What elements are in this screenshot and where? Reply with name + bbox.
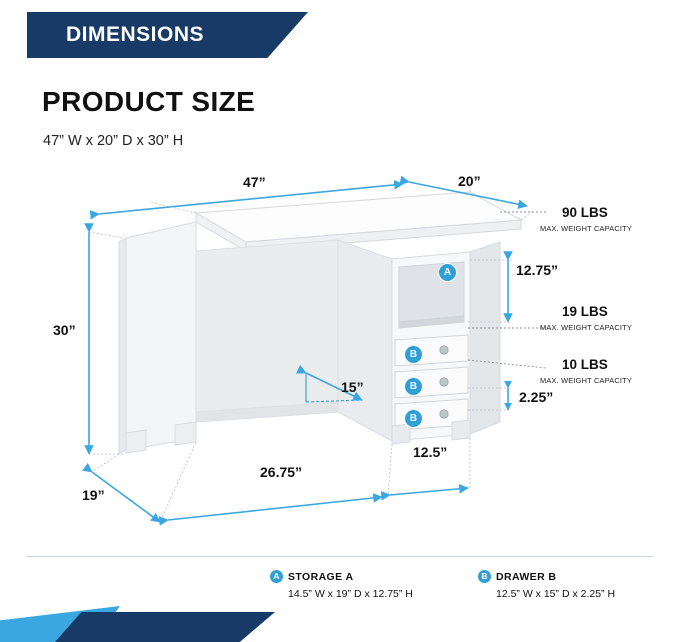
dim-shelf-height: 12.75” — [516, 262, 559, 278]
legend-item-storage — [270, 570, 353, 583]
dim-drawer-height: 2.25” — [519, 389, 554, 405]
capacity-desktop-note: MAX. WEIGHT CAPACITY — [540, 224, 633, 233]
dim-top-width: 47” — [243, 174, 266, 190]
banner-title: DIMENSIONS — [66, 23, 205, 46]
capacity-shelf-value: 19 LBS — [562, 304, 608, 319]
legend-title-b: DRAWER B — [496, 571, 557, 583]
page-subtitle: 47” W x 20” D x 30” H — [43, 133, 184, 149]
capacity-shelf-note: MAX. WEIGHT CAPACITY — [540, 323, 633, 332]
legend-item-drawer — [478, 570, 556, 583]
dim-top-depth: 20” — [458, 173, 481, 189]
header-banner — [18, 12, 308, 58]
legend-badge-a: A — [270, 570, 283, 583]
footer-divider — [26, 556, 653, 557]
legend-badge-b: B — [478, 570, 491, 583]
capacity-drawer-note: MAX. WEIGHT CAPACITY — [540, 376, 633, 385]
capacity-desktop-value: 90 LBS — [562, 205, 608, 220]
dim-knee-depth: 15” — [341, 379, 364, 395]
dim-base-depth: 19” — [82, 487, 105, 503]
capacity-drawer-value: 10 LBS — [562, 357, 608, 372]
legend-desc-b: 12.5” W x 15” D x 2.25” H — [496, 588, 616, 600]
footer-accent-shape-dark — [55, 612, 275, 642]
banner-accent-bar — [18, 12, 27, 58]
legend-title-a: STORAGE A — [288, 571, 354, 583]
legend-desc-a: 14.5” W x 19” D x 12.75” H — [288, 588, 413, 600]
drawer-marker-b-2: B — [404, 377, 423, 396]
drawer-marker-b-3: B — [404, 409, 423, 428]
dim-drawer-width: 12.5” — [413, 444, 448, 460]
page-title: PRODUCT SIZE — [42, 86, 256, 117]
dim-knee-width: 26.75” — [260, 464, 303, 480]
storage-marker-a: A — [438, 263, 457, 282]
drawer-marker-b-1: B — [404, 345, 423, 364]
legend — [0, 566, 679, 606]
dim-overall-height: 30” — [53, 322, 76, 338]
